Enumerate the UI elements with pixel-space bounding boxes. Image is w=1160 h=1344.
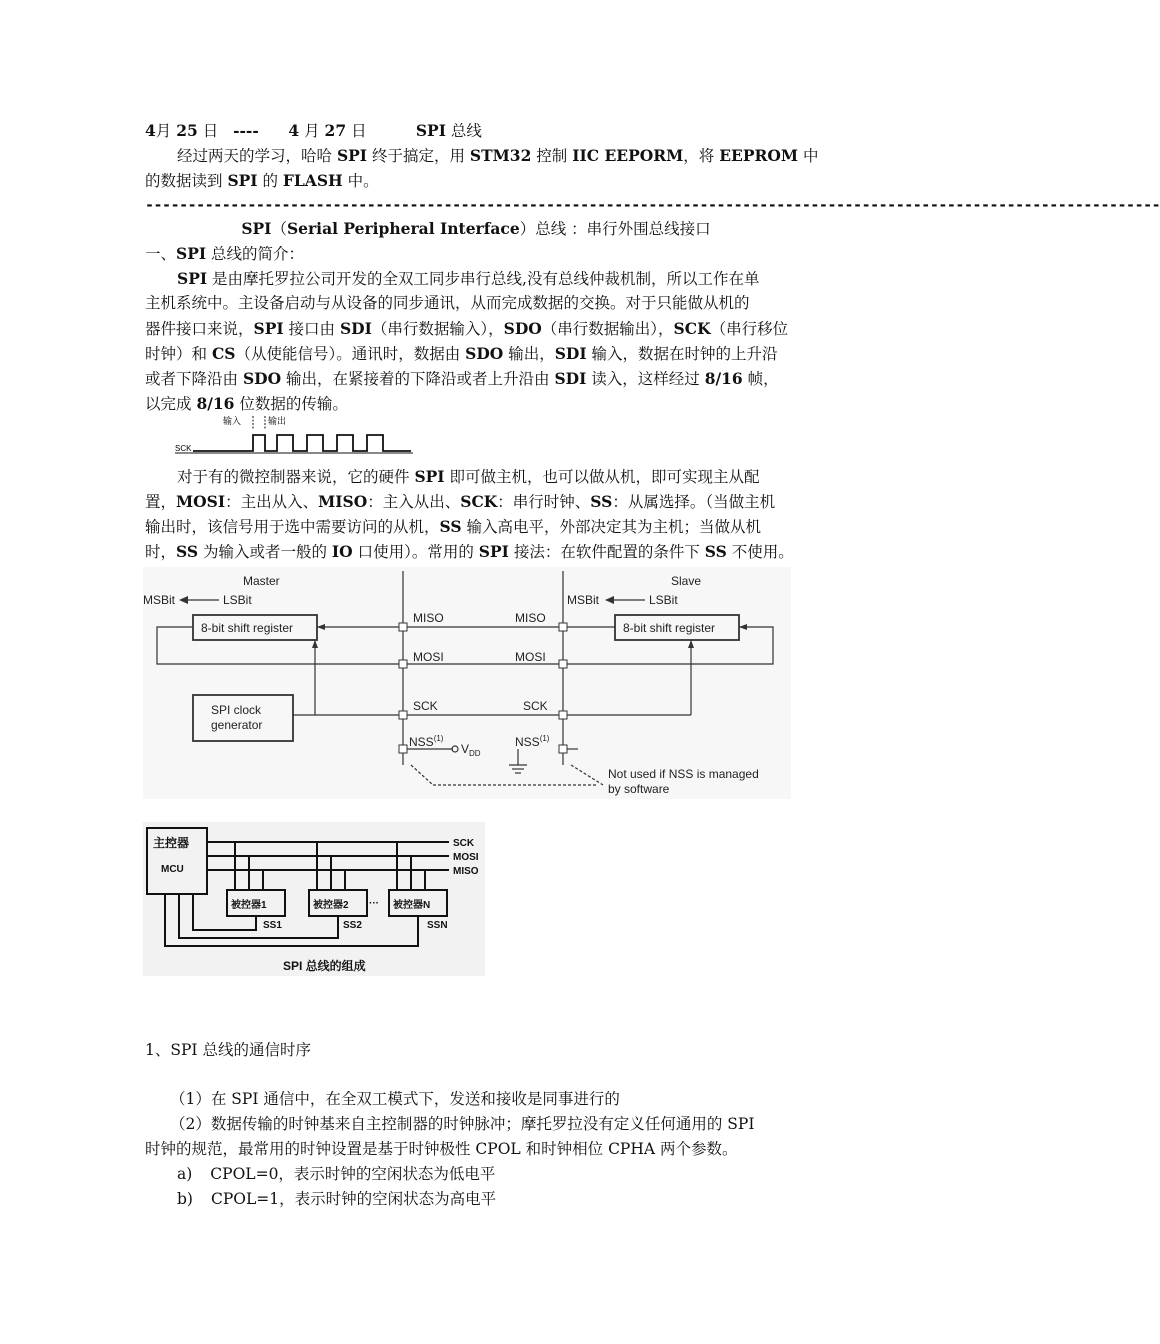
ss2-label: SS2	[343, 920, 362, 931]
section-2-heading: 1、SPI 总线的通信时序	[145, 1041, 311, 1059]
mcu-label-2: MCU	[161, 864, 184, 875]
slave-mosi-label: MOSI	[515, 650, 546, 664]
master-shift-register: 8-bit shift register	[201, 621, 294, 635]
spi-master-slave-figure	[143, 567, 791, 799]
nss-note-line-1: Not used if NSS is managed	[608, 767, 759, 781]
section-2-point-1: （1）在 SPI 通信中，在全双工模式下，发送和接收是同事进行的	[170, 1090, 620, 1108]
slave-label: Slave	[671, 574, 702, 588]
slave-dots: ···	[369, 898, 379, 909]
master-mosi-label: MOSI	[413, 650, 444, 664]
cpol-1-marker: b)	[177, 1190, 193, 1208]
section-2-point-2-line-2: 时钟的规范，最常用的时钟设置是基于时钟极性 CPOL 和时钟相位 CPHA 两个参数。	[145, 1140, 738, 1158]
sck-timing-figure	[175, 413, 415, 459]
para-2-line-2: 置，MOSI：主出从入、MISO：主入从出、SCK：串行时钟、SS：从属选择。（当做主机	[145, 492, 776, 511]
section-1-heading: 一、SPI 总线的简介：	[145, 244, 305, 263]
para-1-line-5: 或者下降沿由 SDO 输出，在紧接着的下降沿或者上升沿由 SDI 读入，这样经过 8/16 帧，	[145, 369, 779, 388]
master-label: Master	[243, 574, 280, 588]
intro-line-2: 的数据读到 SPI 的 FLASH 中。	[145, 171, 379, 190]
timing-input-label: 输入	[223, 416, 242, 426]
master-miso-label: MISO	[413, 611, 444, 625]
para-2-line-3: 输出时，该信号用于选中需要访问的从机，SS 输入高电平，外部决定其为主机；当做从机	[145, 517, 761, 536]
slave-1-label: 被控器1	[231, 900, 267, 911]
slave-msbit: MSBit	[567, 593, 600, 607]
sck-waveform	[193, 435, 411, 451]
clock-generator-line-1: SPI clock	[211, 703, 262, 717]
bus-caption: SPI 总线的组成	[283, 959, 366, 973]
slave-n-label: 被控器N	[393, 900, 431, 911]
master-msbit: MSBit	[143, 593, 176, 607]
para-1-line-6: 以完成 8/16 位数据的传输。	[145, 394, 348, 413]
timing-sck-label: SCK	[175, 444, 192, 453]
slave-sck-label: SCK	[523, 699, 548, 713]
para-1-line-4: 时钟）和 CS（从使能信号）。通讯时，数据由 SDO 输出，SDI 输入，数据在时钟的上升沿	[145, 344, 778, 363]
bus-sck-label: SCK	[453, 838, 475, 849]
para-1-line-2: 主机系统中。主设备启动与从设备的同步通讯，从而完成数据的交换。对于只能做从机的	[145, 294, 750, 312]
master-nss-label: NSS$^{(1)}$	[409, 734, 444, 749]
slave-2-label: 被控器2	[313, 900, 349, 911]
para-1-line-3: 器件接口来说，SPI 接口由 SDI（串行数据输入），SDO（串行数据输出），SCK（串行移位	[145, 319, 789, 338]
cpol-0-marker: a)	[177, 1165, 193, 1183]
slave-shift-register: 8-bit shift register	[623, 621, 716, 635]
nss-note-line-2: by software	[608, 782, 670, 796]
slave-nss-label: NSS$^{(1)}$	[515, 734, 550, 749]
para-1-line-1: SPI 是由摩托罗拉公司开发的全双工同步串行总线,没有总线仲裁机制，所以工作在单	[177, 269, 760, 288]
timing-output-label: 输出	[268, 416, 287, 426]
date-header: 4月 25 日 ---- 4 月 27 日 SPI 总线	[145, 121, 482, 140]
bus-miso-label: MISO	[453, 866, 479, 877]
cpol-0-item: a) CPOL=0，表示时钟的空闲状态为低电平	[177, 1165, 496, 1183]
ss1-label: SS1	[263, 920, 282, 931]
divider-line: -----------------------------------------------------------------------------------------------------------------------	[145, 196, 1160, 214]
vdd-label: $V_{DD}$	[461, 742, 481, 758]
master-lsbit: LSBit	[223, 593, 252, 607]
bus-mosi-label: MOSI	[453, 852, 479, 863]
cpol-1-item: b) CPOL=1，表示时钟的空闲状态为高电平	[177, 1190, 497, 1208]
ssn-label: SSN	[427, 920, 448, 931]
master-sck-label: SCK	[413, 699, 438, 713]
spi-bus-composition-figure	[143, 822, 485, 976]
mcu-label-1: 主控器	[153, 836, 190, 850]
para-2-line-4: 时，SS 为输入或者一般的 IO 口使用）。常用的 SPI 接法：在软件配置的条件下 SS 不使用。	[145, 542, 794, 561]
para-2-line-1: 对于有的微控制器来说，它的硬件 SPI 即可做主机，也可以做从机，即可实现主从配	[177, 467, 760, 486]
slave-lsbit: LSBit	[649, 593, 678, 607]
slave-miso-label: MISO	[515, 611, 546, 625]
section-title: SPI（Serial Peripheral Interface）总线 ：串行外围总线接口	[241, 219, 711, 238]
section-2-point-2-line-1: （2）数据传输的时钟基来自主控制器的时钟脉冲；摩托罗拉没有定义任何通用的 SPI	[170, 1115, 755, 1133]
intro-line-1: 经过两天的学习，哈哈 SPI 终于搞定，用 STM32 控制 IIC EEPORM，将 EEPROM 中	[177, 146, 819, 165]
clock-generator-line-2: generator	[211, 718, 263, 732]
